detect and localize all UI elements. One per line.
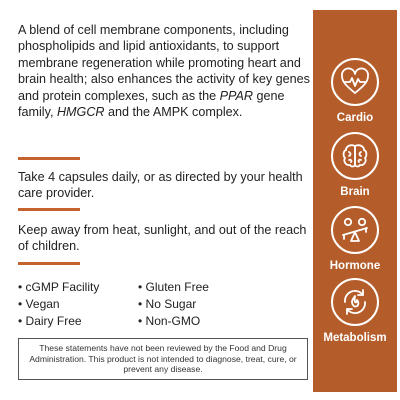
ppar-term: PPAR [219, 88, 253, 103]
benefits-panel [313, 10, 397, 392]
benefit-label: Hormone [329, 260, 381, 272]
feature-list [18, 280, 310, 328]
benefit-cardio [313, 58, 397, 124]
divider-1 [18, 157, 80, 160]
warning-text: Keep away from heat, sunlight, and out of the reach of children. [18, 223, 307, 254]
description-part2: gene family, [18, 88, 285, 120]
description-part1: A blend of cell membrane components, including phospholipids and lipid antioxidants, to support membrane regeneration while promoting heart and brain health; also enhances the activity of key genes and protein complexes, such as the [18, 23, 310, 103]
description-part3: and the AMPK complex. [104, 105, 243, 120]
feature-item: • Dairy Free [18, 314, 138, 328]
divider-2 [18, 208, 80, 211]
feature-item: • Non-GMO [138, 314, 288, 328]
feature-item: • No Sugar [138, 297, 288, 311]
benefit-label: Brain [340, 186, 370, 198]
hormone-balance-icon [331, 206, 379, 254]
benefit-metabolism [313, 278, 397, 344]
brain-icon [331, 132, 379, 180]
directions-text: Take 4 capsules daily, or as directed by your health care provider. [18, 170, 303, 201]
description-block [18, 22, 310, 120]
fda-disclaimer: These statements have not been reviewed by the Food and Drug Administration. This product is not intended to diagnose, treat, cure, or prevent any disease. [18, 338, 308, 380]
heart-pulse-icon [331, 58, 379, 106]
benefit-brain [313, 132, 397, 198]
hmgcr-term: HMGCR [56, 105, 105, 120]
benefit-label: Metabolism [323, 332, 387, 344]
benefit-hormone [313, 206, 397, 272]
metabolism-cycle-icon [331, 278, 379, 326]
description-text [18, 22, 310, 120]
feature-item: • Gluten Free [138, 280, 288, 294]
feature-item: • cGMP Facility [18, 280, 138, 294]
feature-item: • Vegan [18, 297, 138, 311]
benefit-label: Cardio [336, 112, 374, 124]
divider-3 [18, 262, 80, 265]
